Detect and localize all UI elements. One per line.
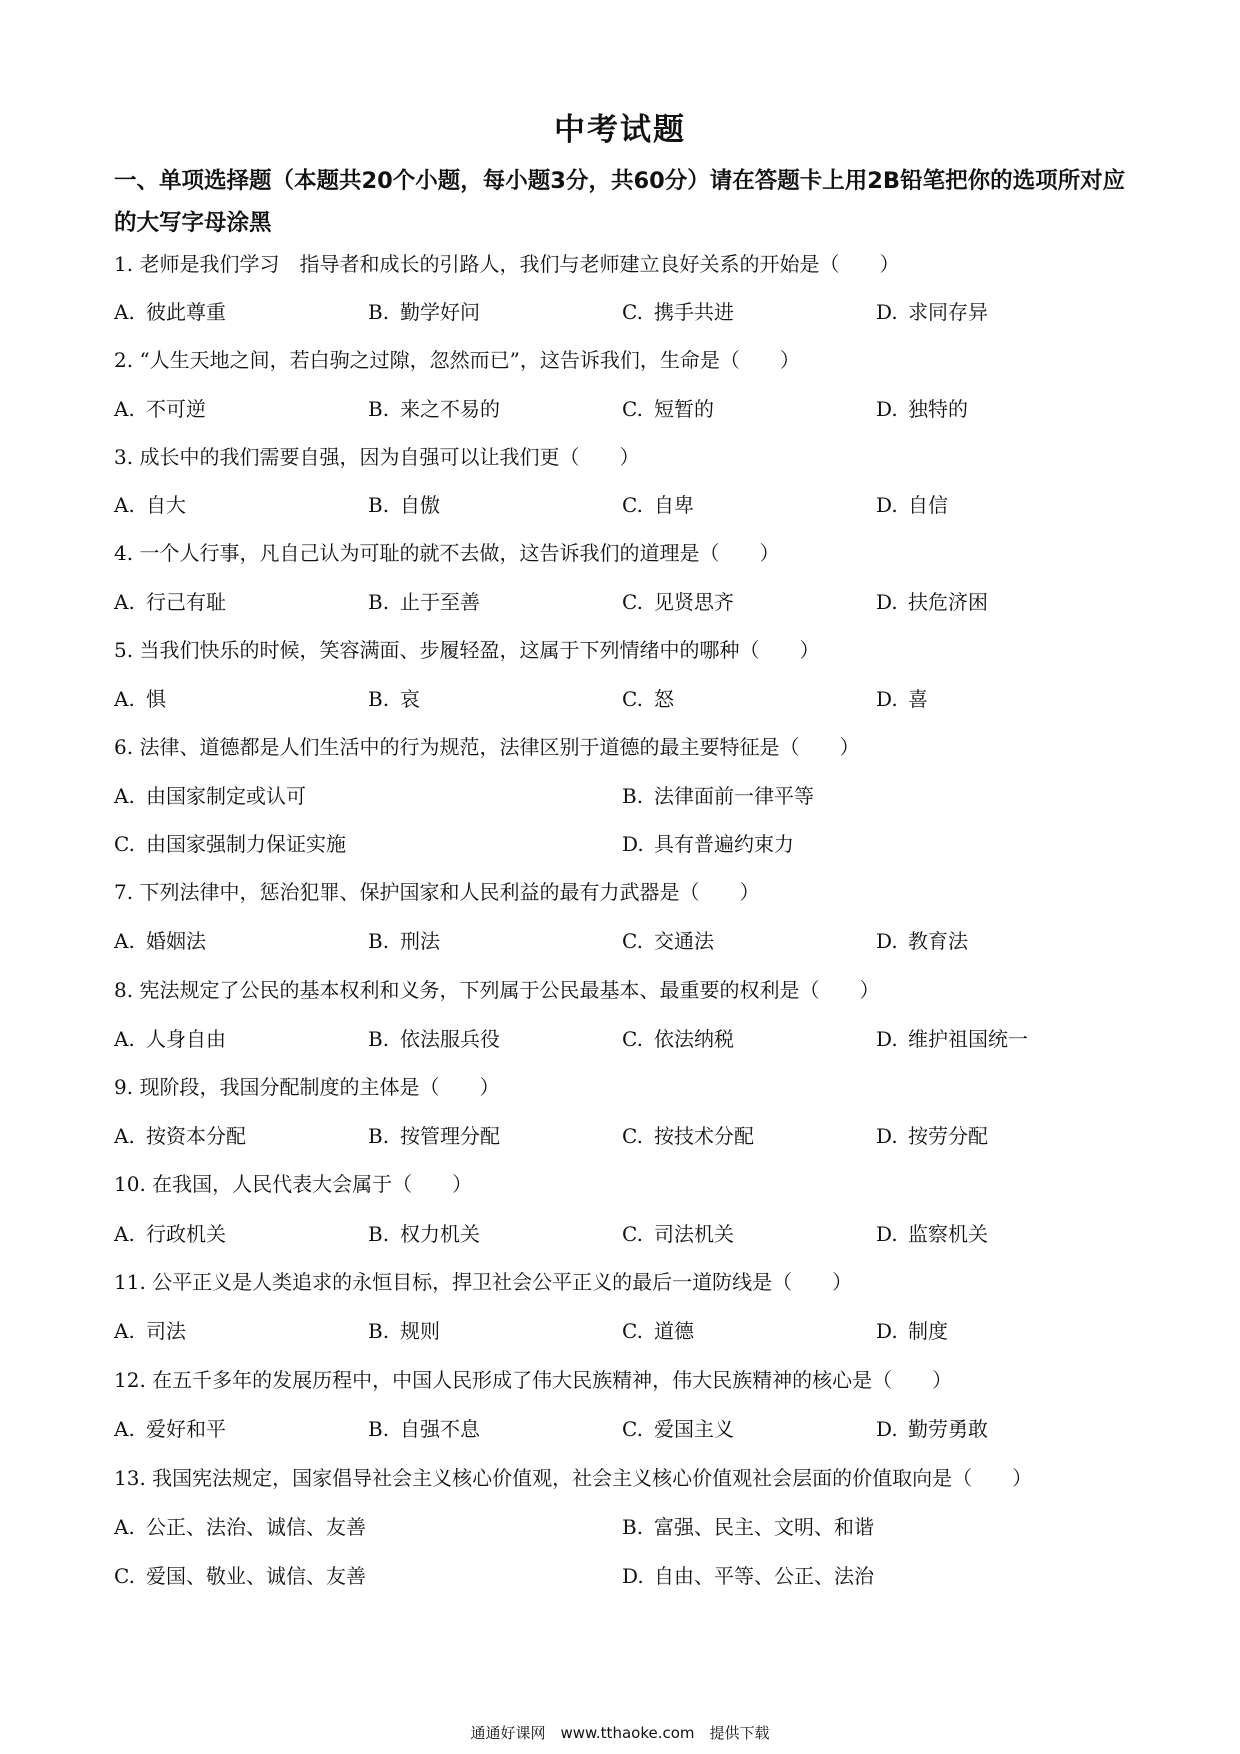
option-c: C. 怒 — [622, 687, 674, 711]
option-c: C. 短暂的 — [622, 397, 714, 421]
option-b: B. 法律面前一律平等 — [622, 784, 814, 808]
question-stem: 3. 成长中的我们需要自强，因为自强可以让我们更（ ） — [114, 445, 640, 469]
option-a: A. 惧 — [114, 687, 166, 711]
option-b: B. 刑法 — [368, 929, 440, 953]
question-stem: 7. 下列法律中，惩治犯罪、保护国家和人民利益的最有力武器是（ ） — [114, 880, 760, 904]
question-stem: 1. 老师是我们学习 指导者和成长的引路人，我们与老师建立良好关系的开始是（ ） — [114, 252, 900, 276]
option-d: D. 自由、平等、公正、法治 — [622, 1564, 874, 1588]
option-a: A. 人身自由 — [114, 1027, 226, 1051]
question-stem: 13. 我国宪法规定，国家倡导社会主义核心价值观，社会主义核心价值观社会层面的价值取向是（ ） — [114, 1466, 1033, 1490]
option-c: C. 依法纳税 — [622, 1027, 734, 1051]
option-b: B. 富强、民主、文明、和谐 — [622, 1515, 874, 1539]
option-a: A. 自大 — [114, 493, 186, 517]
page-title: 中考试题 — [554, 112, 686, 148]
option-b: B. 勤学好问 — [368, 300, 480, 324]
option-d: D. 监察机关 — [876, 1222, 988, 1246]
option-c: C. 见贤思齐 — [622, 590, 734, 614]
option-b: B. 自强不息 — [368, 1417, 480, 1441]
option-d: D. 喜 — [876, 687, 928, 711]
option-b: B. 止于至善 — [368, 590, 480, 614]
option-d: D. 具有普遍约束力 — [622, 832, 794, 856]
option-b: B. 规则 — [368, 1319, 440, 1343]
question-stem: 6. 法律、道德都是人们生活中的行为规范，法律区别于道德的最主要特征是（ ） — [114, 735, 860, 759]
option-b: B. 权力机关 — [368, 1222, 480, 1246]
option-a: A. 行政机关 — [114, 1222, 226, 1246]
question-stem: 5. 当我们快乐的时候，笑容满面、步履轻盈，这属于下列情绪中的哪种（ ） — [114, 638, 820, 662]
option-b: B. 自傲 — [368, 493, 440, 517]
option-d: D. 按劳分配 — [876, 1124, 988, 1148]
option-b: B. 哀 — [368, 687, 420, 711]
option-b: B. 依法服兵役 — [368, 1027, 500, 1051]
option-d: D. 求同存异 — [876, 300, 988, 324]
section-heading: 一、单项选择题（本题共20个小题，每小题3分，共60分）请在答题卡上用2B铅笔把你的选项所对应的大写字母涂黑 — [114, 168, 1126, 236]
option-a: A. 不可逆 — [114, 397, 206, 421]
option-a: A. 司法 — [114, 1319, 186, 1343]
option-c: C. 按技术分配 — [622, 1124, 754, 1148]
option-d: D. 维护祖国统一 — [876, 1027, 1028, 1051]
option-c: C. 爱国、敬业、诚信、友善 — [114, 1564, 366, 1588]
option-d: D. 自信 — [876, 493, 948, 517]
question-stem: 10. 在我国，人民代表大会属于（ ） — [114, 1172, 473, 1196]
option-c: C. 司法机关 — [622, 1222, 734, 1246]
option-d: D. 教育法 — [876, 929, 968, 953]
question-stem: 12. 在五千多年的发展历程中，中国人民形成了伟大民族精神，伟大民族精神的核心是（ ） — [114, 1368, 953, 1392]
option-a: A. 行己有耻 — [114, 590, 226, 614]
option-d: D. 独特的 — [876, 397, 968, 421]
option-c: C. 道德 — [622, 1319, 694, 1343]
option-a: A. 由国家制定或认可 — [114, 784, 306, 808]
question-stem: 8. 宪法规定了公民的基本权利和义务，下列属于公民最基本、最重要的权利是（ ） — [114, 978, 880, 1002]
option-c: C. 交通法 — [622, 929, 714, 953]
question-stem: 4. 一个人行事，凡自己认为可耻的就不去做，这告诉我们的道理是（ ） — [114, 541, 780, 565]
option-a: A. 爱好和平 — [114, 1417, 226, 1441]
option-c: C. 由国家强制力保证实施 — [114, 832, 346, 856]
question-stem: 2. “人生天地之间，若白驹之过隙，忽然而已”，这告诉我们，生命是（ ） — [114, 348, 800, 372]
option-c: C. 爱国主义 — [622, 1417, 734, 1441]
option-c: C. 携手共进 — [622, 300, 734, 324]
footer-credit: 通通好课网 www.tthaoke.com 提供下载 — [470, 1724, 770, 1742]
option-b: B. 按管理分配 — [368, 1124, 500, 1148]
option-d: D. 扶危济困 — [876, 590, 988, 614]
option-a: A. 公正、法治、诚信、友善 — [114, 1515, 366, 1539]
option-d: D. 勤劳勇敢 — [876, 1417, 988, 1441]
option-c: C. 自卑 — [622, 493, 694, 517]
option-a: A. 按资本分配 — [114, 1124, 246, 1148]
question-stem: 9. 现阶段，我国分配制度的主体是（ ） — [114, 1075, 500, 1099]
option-b: B. 来之不易的 — [368, 397, 500, 421]
option-a: A. 婚姻法 — [114, 929, 206, 953]
question-stem: 11. 公平正义是人类追求的永恒目标，捍卫社会公平正义的最后一道防线是（ ） — [114, 1270, 853, 1294]
option-d: D. 制度 — [876, 1319, 948, 1343]
option-a: A. 彼此尊重 — [114, 300, 226, 324]
